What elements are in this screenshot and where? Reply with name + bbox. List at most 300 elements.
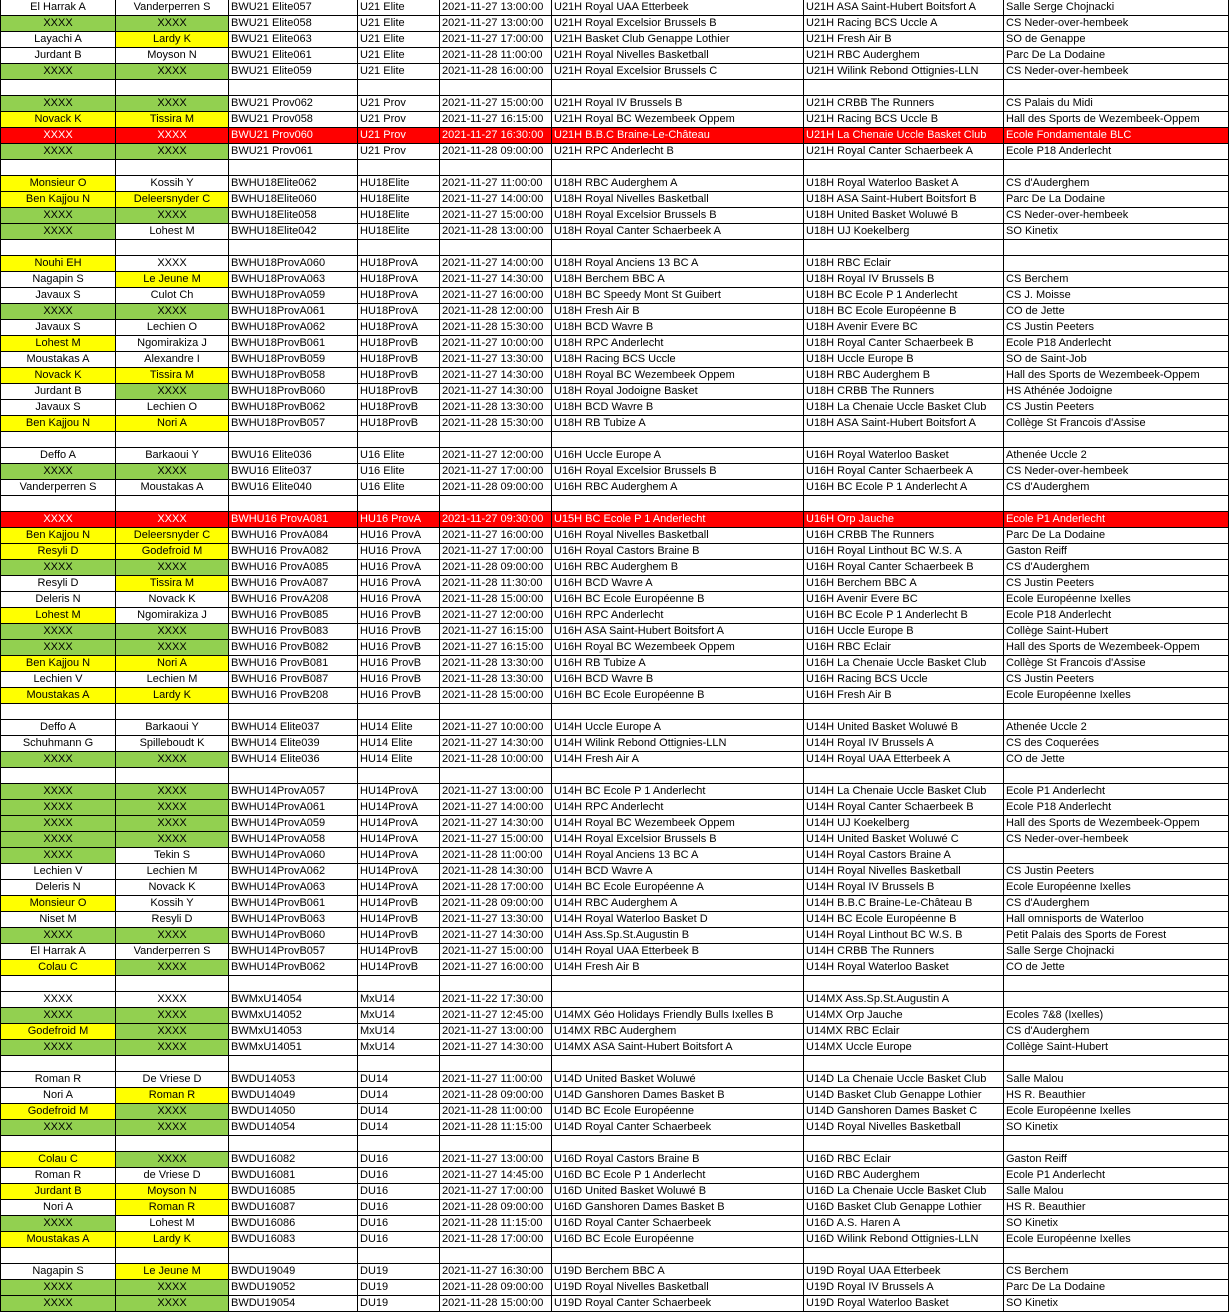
cell-referee-2[interactable]: XXXX xyxy=(116,464,229,480)
cell-datetime[interactable]: 2021-11-27 16:00:00 xyxy=(440,288,552,304)
cell-match-code[interactable]: BWHU18ProvB061 xyxy=(229,336,358,352)
cell-referee-1[interactable]: Javaux S xyxy=(0,320,116,336)
cell-referee-1[interactable]: Javaux S xyxy=(0,400,116,416)
cell-division[interactable]: HU14ProvA xyxy=(358,832,440,848)
cell-home-team[interactable]: U18H BC Speedy Mont St Guibert xyxy=(552,288,804,304)
cell-datetime[interactable]: 2021-11-27 14:30:00 xyxy=(440,272,552,288)
cell-division[interactable]: HU14ProvB xyxy=(358,928,440,944)
cell-referee-1[interactable]: Godefroid M xyxy=(0,1024,116,1040)
cell-referee-2[interactable]: Ngomirakiza J xyxy=(116,336,229,352)
cell-venue[interactable] xyxy=(1004,80,1229,96)
cell-referee-2[interactable]: XXXX xyxy=(116,208,229,224)
cell-referee-2[interactable]: De Vriese D xyxy=(116,1072,229,1088)
cell-referee-1[interactable]: XXXX xyxy=(0,1120,116,1136)
cell-venue[interactable]: HS R. Beauthier xyxy=(1004,1088,1229,1104)
cell-referee-1[interactable]: XXXX xyxy=(0,128,116,144)
cell-division[interactable]: U21 Elite xyxy=(358,64,440,80)
cell-division[interactable]: DU19 xyxy=(358,1280,440,1296)
cell-home-team[interactable]: U18H Royal Canter Schaerbeek A xyxy=(552,224,804,240)
cell-referee-1[interactable]: XXXX xyxy=(0,1216,116,1232)
cell-home-team[interactable]: U14MX RBC Auderghem xyxy=(552,1024,804,1040)
cell-away-team[interactable]: U16H Berchem BBC A xyxy=(804,576,1004,592)
cell-away-team[interactable]: U14H UJ Koekelberg xyxy=(804,816,1004,832)
cell-referee-2[interactable]: XXXX xyxy=(116,992,229,1008)
cell-referee-2[interactable] xyxy=(116,768,229,784)
cell-referee-1[interactable]: XXXX xyxy=(0,1296,116,1312)
cell-referee-2[interactable]: XXXX xyxy=(116,624,229,640)
cell-home-team[interactable]: U18H Royal Excelsior Brussels B xyxy=(552,208,804,224)
cell-referee-2[interactable]: XXXX xyxy=(116,256,229,272)
cell-division[interactable] xyxy=(358,240,440,256)
cell-away-team[interactable]: U18H RBC Auderghem B xyxy=(804,368,1004,384)
cell-venue[interactable]: Hall des Sports de Wezembeek-Oppem xyxy=(1004,112,1229,128)
cell-match-code[interactable]: BWU21 Prov060 xyxy=(229,128,358,144)
cell-division[interactable]: HU18ProvB xyxy=(358,416,440,432)
cell-venue[interactable]: Petit Palais des Sports de Forest xyxy=(1004,928,1229,944)
cell-away-team[interactable] xyxy=(804,432,1004,448)
cell-venue[interactable] xyxy=(1004,160,1229,176)
cell-division[interactable]: HU18Elite xyxy=(358,192,440,208)
cell-match-code[interactable]: BWU21 Elite061 xyxy=(229,48,358,64)
cell-referee-2[interactable]: XXXX xyxy=(116,928,229,944)
cell-home-team[interactable]: U16H BCD Wavre B xyxy=(552,672,804,688)
cell-match-code[interactable]: BWHU14 Elite037 xyxy=(229,720,358,736)
cell-datetime[interactable]: 2021-11-28 11:15:00 xyxy=(440,1120,552,1136)
cell-away-team[interactable]: U18H BC Ecole P 1 Anderlecht xyxy=(804,288,1004,304)
cell-away-team[interactable]: U16D RBC Auderghem xyxy=(804,1168,1004,1184)
cell-division[interactable]: DU16 xyxy=(358,1168,440,1184)
cell-venue[interactable]: Ecoles 7&8 (Ixelles) xyxy=(1004,1008,1229,1024)
cell-referee-2[interactable] xyxy=(116,1248,229,1264)
cell-referee-2[interactable]: Lohest M xyxy=(116,1216,229,1232)
cell-match-code[interactable]: BWHU18ProvA062 xyxy=(229,320,358,336)
cell-away-team[interactable]: U14D Royal Nivelles Basketball xyxy=(804,1120,1004,1136)
cell-datetime[interactable]: 2021-11-27 17:00:00 xyxy=(440,1184,552,1200)
cell-home-team[interactable]: U14H Royal Waterloo Basket D xyxy=(552,912,804,928)
cell-datetime[interactable] xyxy=(440,496,552,512)
cell-match-code[interactable]: BWHU18Elite042 xyxy=(229,224,358,240)
cell-datetime[interactable]: 2021-11-27 10:00:00 xyxy=(440,720,552,736)
cell-division[interactable]: DU19 xyxy=(358,1264,440,1280)
cell-referee-1[interactable]: Novack K xyxy=(0,368,116,384)
cell-venue[interactable]: CO de Jette xyxy=(1004,304,1229,320)
cell-division[interactable]: HU18ProvA xyxy=(358,272,440,288)
cell-datetime[interactable]: 2021-11-27 13:00:00 xyxy=(440,1024,552,1040)
cell-referee-2[interactable] xyxy=(116,432,229,448)
cell-referee-2[interactable] xyxy=(116,496,229,512)
cell-referee-1[interactable]: Moustakas A xyxy=(0,1232,116,1248)
cell-referee-2[interactable]: XXXX xyxy=(116,384,229,400)
cell-match-code[interactable]: BWDU14054 xyxy=(229,1120,358,1136)
cell-match-code[interactable]: BWHU16 ProvA087 xyxy=(229,576,358,592)
cell-venue[interactable]: Gaston Reiff xyxy=(1004,544,1229,560)
cell-match-code[interactable]: BWDU14050 xyxy=(229,1104,358,1120)
cell-venue[interactable]: Collège Saint-Hubert xyxy=(1004,1040,1229,1056)
cell-home-team[interactable]: U16D Royal Canter Schaerbeek xyxy=(552,1216,804,1232)
cell-home-team[interactable]: U14H BC Ecole Européenne A xyxy=(552,880,804,896)
cell-datetime[interactable]: 2021-11-27 12:45:00 xyxy=(440,1008,552,1024)
cell-division[interactable]: HU14ProvA xyxy=(358,880,440,896)
cell-datetime[interactable]: 2021-11-27 16:15:00 xyxy=(440,624,552,640)
cell-match-code[interactable]: BWHU18ProvA060 xyxy=(229,256,358,272)
cell-away-team[interactable]: U14D La Chenaie Uccle Basket Club xyxy=(804,1072,1004,1088)
cell-away-team[interactable] xyxy=(804,80,1004,96)
cell-division[interactable]: HU14ProvA xyxy=(358,800,440,816)
cell-referee-1[interactable]: Roman R xyxy=(0,1168,116,1184)
cell-away-team[interactable] xyxy=(804,160,1004,176)
cell-away-team[interactable]: U21H CRBB The Runners xyxy=(804,96,1004,112)
cell-referee-2[interactable]: Tekin S xyxy=(116,848,229,864)
cell-match-code[interactable] xyxy=(229,160,358,176)
cell-referee-1[interactable]: XXXX xyxy=(0,512,116,528)
cell-match-code[interactable]: BWHU18ProvB060 xyxy=(229,384,358,400)
cell-home-team[interactable]: U21H Royal Excelsior Brussels B xyxy=(552,16,804,32)
cell-match-code[interactable]: BWHU14ProvB061 xyxy=(229,896,358,912)
cell-match-code[interactable] xyxy=(229,240,358,256)
cell-datetime[interactable]: 2021-11-27 16:30:00 xyxy=(440,128,552,144)
cell-match-code[interactable]: BWU21 Elite057 xyxy=(229,0,358,16)
cell-referee-2[interactable] xyxy=(116,1136,229,1152)
cell-referee-1[interactable]: Jurdant B xyxy=(0,1184,116,1200)
cell-match-code[interactable] xyxy=(229,1248,358,1264)
cell-venue[interactable]: Athenée Uccle 2 xyxy=(1004,448,1229,464)
cell-away-team[interactable]: U16H BC Ecole P 1 Anderlecht A xyxy=(804,480,1004,496)
cell-referee-1[interactable]: Deffo A xyxy=(0,448,116,464)
cell-referee-2[interactable]: Lohest M xyxy=(116,224,229,240)
cell-referee-1[interactable]: Nori A xyxy=(0,1200,116,1216)
cell-division[interactable]: HU16 ProvA xyxy=(358,592,440,608)
cell-datetime[interactable]: 2021-11-27 13:30:00 xyxy=(440,912,552,928)
cell-home-team[interactable]: U14H Royal UAA Etterbeek B xyxy=(552,944,804,960)
cell-match-code[interactable]: BWHU18ProvA063 xyxy=(229,272,358,288)
cell-away-team[interactable]: U18H Uccle Europe B xyxy=(804,352,1004,368)
cell-datetime[interactable]: 2021-11-27 14:30:00 xyxy=(440,736,552,752)
cell-venue[interactable]: SO de Saint-Job xyxy=(1004,352,1229,368)
cell-division[interactable] xyxy=(358,768,440,784)
cell-referee-1[interactable]: XXXX xyxy=(0,1280,116,1296)
cell-venue[interactable]: Parc De La Dodaine xyxy=(1004,1280,1229,1296)
cell-referee-1[interactable]: Nagapin S xyxy=(0,272,116,288)
cell-home-team[interactable]: U16H BCD Wavre A xyxy=(552,576,804,592)
cell-venue[interactable]: Salle Serge Chojnacki xyxy=(1004,0,1229,16)
cell-division[interactable]: HU18ProvB xyxy=(358,336,440,352)
cell-match-code[interactable]: BWHU16 ProvA081 xyxy=(229,512,358,528)
cell-away-team[interactable]: U14MX Ass.Sp.St.Augustin A xyxy=(804,992,1004,1008)
cell-venue[interactable]: Ecole P18 Anderlecht xyxy=(1004,800,1229,816)
cell-datetime[interactable]: 2021-11-27 11:00:00 xyxy=(440,176,552,192)
cell-division[interactable]: HU14ProvA xyxy=(358,864,440,880)
cell-venue[interactable]: SO Kinetix xyxy=(1004,224,1229,240)
cell-venue[interactable]: Hall des Sports de Wezembeek-Oppem xyxy=(1004,640,1229,656)
cell-referee-1[interactable]: Javaux S xyxy=(0,288,116,304)
cell-match-code[interactable]: BWDU16085 xyxy=(229,1184,358,1200)
cell-division[interactable]: HU18ProvB xyxy=(358,352,440,368)
cell-venue[interactable]: Parc De La Dodaine xyxy=(1004,192,1229,208)
cell-venue[interactable] xyxy=(1004,496,1229,512)
cell-venue[interactable]: Ecole P18 Anderlecht xyxy=(1004,608,1229,624)
cell-away-team[interactable] xyxy=(804,976,1004,992)
cell-match-code[interactable]: BWHU14ProvB062 xyxy=(229,960,358,976)
cell-away-team[interactable] xyxy=(804,768,1004,784)
cell-referee-1[interactable]: Vanderperren S xyxy=(0,480,116,496)
cell-referee-2[interactable] xyxy=(116,160,229,176)
cell-referee-2[interactable]: XXXX xyxy=(116,1024,229,1040)
cell-referee-2[interactable]: XXXX xyxy=(116,16,229,32)
cell-division[interactable]: HU18ProvB xyxy=(358,400,440,416)
cell-venue[interactable]: CS Neder-over-hembeek xyxy=(1004,208,1229,224)
cell-away-team[interactable]: U16H RBC Eclair xyxy=(804,640,1004,656)
cell-home-team[interactable]: U16H Royal Nivelles Basketball xyxy=(552,528,804,544)
cell-datetime[interactable] xyxy=(440,976,552,992)
cell-home-team[interactable]: U19D Berchem BBC A xyxy=(552,1264,804,1280)
cell-match-code[interactable]: BWDU19052 xyxy=(229,1280,358,1296)
cell-match-code[interactable] xyxy=(229,80,358,96)
cell-referee-1[interactable]: Roman R xyxy=(0,1072,116,1088)
cell-referee-2[interactable]: Vanderperren S xyxy=(116,0,229,16)
cell-away-team[interactable]: U14H La Chenaie Uccle Basket Club xyxy=(804,784,1004,800)
cell-match-code[interactable]: BWU16 Elite037 xyxy=(229,464,358,480)
cell-venue[interactable]: Ecole Européenne Ixelles xyxy=(1004,688,1229,704)
cell-datetime[interactable]: 2021-11-27 13:00:00 xyxy=(440,0,552,16)
cell-away-team[interactable]: U14H United Basket Woluwé C xyxy=(804,832,1004,848)
cell-datetime[interactable]: 2021-11-27 12:00:00 xyxy=(440,448,552,464)
cell-match-code[interactable]: BWDU19049 xyxy=(229,1264,358,1280)
cell-division[interactable]: HU16 ProvA xyxy=(358,560,440,576)
cell-venue[interactable]: CS d'Auderghem xyxy=(1004,1024,1229,1040)
cell-referee-1[interactable]: Godefroid M xyxy=(0,1104,116,1120)
cell-match-code[interactable]: BWHU14ProvA057 xyxy=(229,784,358,800)
cell-away-team[interactable]: U16D Wilink Rebond Ottignies-LLN xyxy=(804,1232,1004,1248)
cell-match-code[interactable]: BWHU16 ProvB208 xyxy=(229,688,358,704)
cell-division[interactable] xyxy=(358,1136,440,1152)
cell-match-code[interactable]: BWHU14ProvA063 xyxy=(229,880,358,896)
cell-referee-2[interactable]: XXXX xyxy=(116,144,229,160)
cell-division[interactable]: DU16 xyxy=(358,1184,440,1200)
cell-division[interactable]: HU16 ProvB xyxy=(358,656,440,672)
cell-match-code[interactable]: BWU21 Elite063 xyxy=(229,32,358,48)
cell-home-team[interactable] xyxy=(552,496,804,512)
cell-match-code[interactable]: BWU21 Elite058 xyxy=(229,16,358,32)
cell-away-team[interactable]: U18H RBC Eclair xyxy=(804,256,1004,272)
cell-division[interactable]: HU14ProvA xyxy=(358,816,440,832)
cell-match-code[interactable]: BWHU18ProvB057 xyxy=(229,416,358,432)
cell-referee-1[interactable]: Colau C xyxy=(0,960,116,976)
cell-datetime[interactable]: 2021-11-28 09:00:00 xyxy=(440,480,552,496)
cell-referee-1[interactable]: Ben Kajjou N xyxy=(0,656,116,672)
cell-match-code[interactable]: BWHU14ProvA062 xyxy=(229,864,358,880)
cell-match-code[interactable] xyxy=(229,1136,358,1152)
cell-away-team[interactable]: U21H Fresh Air B xyxy=(804,32,1004,48)
cell-match-code[interactable] xyxy=(229,496,358,512)
cell-home-team[interactable]: U18H Royal Nivelles Basketball xyxy=(552,192,804,208)
cell-home-team[interactable]: U18H Royal BC Wezembeek Oppem xyxy=(552,368,804,384)
cell-venue[interactable]: Ecole Européenne Ixelles xyxy=(1004,1232,1229,1248)
cell-venue[interactable]: Athenée Uccle 2 xyxy=(1004,720,1229,736)
cell-home-team[interactable]: U14H Ass.Sp.St.Augustin B xyxy=(552,928,804,944)
cell-division[interactable]: HU18Elite xyxy=(358,224,440,240)
cell-division[interactable] xyxy=(358,432,440,448)
cell-referee-1[interactable]: XXXX xyxy=(0,752,116,768)
cell-referee-2[interactable]: Nori A xyxy=(116,416,229,432)
cell-away-team[interactable]: U18H ASA Saint-Hubert Boitsfort B xyxy=(804,192,1004,208)
cell-home-team[interactable] xyxy=(552,160,804,176)
cell-division[interactable]: HU16 ProvA xyxy=(358,544,440,560)
cell-division[interactable]: HU18ProvB xyxy=(358,384,440,400)
cell-venue[interactable]: Ecole P1 Anderlecht xyxy=(1004,1168,1229,1184)
cell-referee-1[interactable]: Colau C xyxy=(0,1152,116,1168)
cell-division[interactable]: DU16 xyxy=(358,1152,440,1168)
cell-datetime[interactable]: 2021-11-27 17:00:00 xyxy=(440,32,552,48)
cell-venue[interactable]: HS Athénée Jodoigne xyxy=(1004,384,1229,400)
cell-match-code[interactable]: BWHU14ProvB057 xyxy=(229,944,358,960)
cell-home-team[interactable]: U21H Royal UAA Etterbeek xyxy=(552,0,804,16)
cell-home-team[interactable]: U14H RBC Auderghem A xyxy=(552,896,804,912)
cell-referee-1[interactable]: XXXX xyxy=(0,1040,116,1056)
cell-referee-2[interactable]: Lechien O xyxy=(116,320,229,336)
cell-away-team[interactable]: U14H BC Ecole Européenne B xyxy=(804,912,1004,928)
cell-home-team[interactable]: U16D Royal Castors Braine B xyxy=(552,1152,804,1168)
cell-away-team[interactable]: U19D Royal UAA Etterbeek xyxy=(804,1264,1004,1280)
cell-datetime[interactable] xyxy=(440,240,552,256)
cell-match-code[interactable]: BWHU18ProvA061 xyxy=(229,304,358,320)
cell-referee-2[interactable]: Moyson N xyxy=(116,48,229,64)
cell-datetime[interactable]: 2021-11-28 14:30:00 xyxy=(440,864,552,880)
cell-division[interactable]: U21 Prov xyxy=(358,128,440,144)
cell-home-team[interactable]: U18H Fresh Air B xyxy=(552,304,804,320)
cell-home-team[interactable]: U21H Basket Club Genappe Lothier xyxy=(552,32,804,48)
cell-datetime[interactable]: 2021-11-28 09:00:00 xyxy=(440,1200,552,1216)
cell-division[interactable]: HU18ProvA xyxy=(358,304,440,320)
cell-match-code[interactable]: BWDU16081 xyxy=(229,1168,358,1184)
cell-venue[interactable]: CS Justin Peeters xyxy=(1004,320,1229,336)
cell-datetime[interactable]: 2021-11-27 14:45:00 xyxy=(440,1168,552,1184)
cell-division[interactable]: HU16 ProvB xyxy=(358,688,440,704)
cell-home-team[interactable]: U19D Royal Canter Schaerbeek xyxy=(552,1296,804,1312)
cell-away-team[interactable]: U18H Royal Canter Schaerbeek B xyxy=(804,336,1004,352)
cell-away-team[interactable] xyxy=(804,704,1004,720)
cell-venue[interactable]: CS Justin Peeters xyxy=(1004,400,1229,416)
cell-venue[interactable]: SO de Genappe xyxy=(1004,32,1229,48)
cell-datetime[interactable]: 2021-11-22 17:30:00 xyxy=(440,992,552,1008)
cell-match-code[interactable] xyxy=(229,976,358,992)
cell-match-code[interactable]: BWHU18Elite060 xyxy=(229,192,358,208)
cell-away-team[interactable]: U14H Royal Canter Schaerbeek B xyxy=(804,800,1004,816)
cell-venue[interactable]: Parc De La Dodaine xyxy=(1004,528,1229,544)
cell-venue[interactable]: CS Justin Peeters xyxy=(1004,672,1229,688)
cell-referee-1[interactable]: XXXX xyxy=(0,560,116,576)
cell-home-team[interactable]: U16D BC Ecole P 1 Anderlecht xyxy=(552,1168,804,1184)
cell-away-team[interactable]: U14H B.B.C Braine-Le-Château B xyxy=(804,896,1004,912)
cell-referee-2[interactable]: XXXX xyxy=(116,960,229,976)
cell-datetime[interactable]: 2021-11-28 11:30:00 xyxy=(440,576,552,592)
cell-home-team[interactable] xyxy=(552,976,804,992)
cell-away-team[interactable]: U14D Basket Club Genappe Lothier xyxy=(804,1088,1004,1104)
cell-venue[interactable]: CS Berchem xyxy=(1004,272,1229,288)
cell-match-code[interactable]: BWHU14ProvA058 xyxy=(229,832,358,848)
cell-referee-2[interactable]: Godefroid M xyxy=(116,544,229,560)
cell-away-team[interactable] xyxy=(804,1248,1004,1264)
cell-division[interactable]: DU14 xyxy=(358,1072,440,1088)
cell-away-team[interactable]: U16H Royal Canter Schaerbeek B xyxy=(804,560,1004,576)
cell-home-team[interactable]: U18H RB Tubize A xyxy=(552,416,804,432)
cell-referee-2[interactable]: Nori A xyxy=(116,656,229,672)
cell-venue[interactable]: CS Neder-over-hembeek xyxy=(1004,832,1229,848)
cell-home-team[interactable] xyxy=(552,992,804,1008)
cell-match-code[interactable]: BWHU14ProvA059 xyxy=(229,816,358,832)
cell-away-team[interactable]: U16H Fresh Air B xyxy=(804,688,1004,704)
cell-datetime[interactable]: 2021-11-28 17:00:00 xyxy=(440,880,552,896)
cell-away-team[interactable]: U16H La Chenaie Uccle Basket Club xyxy=(804,656,1004,672)
cell-away-team[interactable] xyxy=(804,1056,1004,1072)
cell-referee-1[interactable]: Lohest M xyxy=(0,336,116,352)
cell-referee-1[interactable]: Moustakas A xyxy=(0,352,116,368)
cell-venue[interactable]: CS d'Auderghem xyxy=(1004,896,1229,912)
cell-datetime[interactable]: 2021-11-27 13:00:00 xyxy=(440,1152,552,1168)
cell-match-code[interactable]: BWMxU14053 xyxy=(229,1024,358,1040)
cell-match-code[interactable]: BWHU18Elite058 xyxy=(229,208,358,224)
cell-away-team[interactable]: U21H RBC Auderghem xyxy=(804,48,1004,64)
cell-away-team[interactable]: U21H Royal Canter Schaerbeek A xyxy=(804,144,1004,160)
cell-away-team[interactable]: U14H Royal IV Brussels A xyxy=(804,736,1004,752)
cell-away-team[interactable]: U21H Wilink Rebond Ottignies-LLN xyxy=(804,64,1004,80)
cell-datetime[interactable]: 2021-11-27 14:00:00 xyxy=(440,256,552,272)
cell-match-code[interactable]: BWHU14ProvB063 xyxy=(229,912,358,928)
cell-division[interactable]: HU18ProvA xyxy=(358,256,440,272)
cell-referee-1[interactable]: XXXX xyxy=(0,624,116,640)
cell-referee-1[interactable]: Nouhi EH xyxy=(0,256,116,272)
cell-referee-1[interactable]: Jurdant B xyxy=(0,48,116,64)
cell-home-team[interactable]: U14D United Basket Woluwé xyxy=(552,1072,804,1088)
cell-match-code[interactable]: BWDU16086 xyxy=(229,1216,358,1232)
cell-datetime[interactable]: 2021-11-28 13:30:00 xyxy=(440,672,552,688)
cell-division[interactable]: DU16 xyxy=(358,1216,440,1232)
cell-referee-2[interactable]: de Vriese D xyxy=(116,1168,229,1184)
cell-datetime[interactable]: 2021-11-27 14:30:00 xyxy=(440,1040,552,1056)
cell-venue[interactable]: Ecole Fondamentale BLC xyxy=(1004,128,1229,144)
cell-home-team[interactable]: U14D Ganshoren Dames Basket B xyxy=(552,1088,804,1104)
cell-division[interactable]: HU14 Elite xyxy=(358,720,440,736)
cell-referee-2[interactable]: Lardy K xyxy=(116,32,229,48)
cell-match-code[interactable]: BWHU16 ProvA084 xyxy=(229,528,358,544)
cell-referee-1[interactable]: XXXX xyxy=(0,800,116,816)
cell-division[interactable]: U21 Elite xyxy=(358,48,440,64)
cell-referee-2[interactable]: Moyson N xyxy=(116,1184,229,1200)
cell-match-code[interactable]: BWU21 Prov058 xyxy=(229,112,358,128)
cell-datetime[interactable]: 2021-11-28 10:00:00 xyxy=(440,752,552,768)
cell-match-code[interactable]: BWDU19054 xyxy=(229,1296,358,1312)
cell-home-team[interactable]: U16H RBC Auderghem B xyxy=(552,560,804,576)
cell-venue[interactable]: Ecole P1 Anderlecht xyxy=(1004,784,1229,800)
cell-datetime[interactable] xyxy=(440,1248,552,1264)
cell-division[interactable]: DU16 xyxy=(358,1232,440,1248)
cell-away-team[interactable]: U16H Royal Canter Schaerbeek A xyxy=(804,464,1004,480)
cell-venue[interactable]: Salle Malou xyxy=(1004,1184,1229,1200)
cell-referee-1[interactable] xyxy=(0,80,116,96)
cell-match-code[interactable]: BWMxU14052 xyxy=(229,1008,358,1024)
cell-away-team[interactable]: U16H Uccle Europe B xyxy=(804,624,1004,640)
cell-away-team[interactable]: U16H BC Ecole P 1 Anderlecht B xyxy=(804,608,1004,624)
cell-home-team[interactable]: U14D BC Ecole Européenne xyxy=(552,1104,804,1120)
cell-away-team[interactable] xyxy=(804,1136,1004,1152)
cell-division[interactable]: DU14 xyxy=(358,1104,440,1120)
cell-venue[interactable]: CS Palais du Midi xyxy=(1004,96,1229,112)
cell-referee-1[interactable]: Niset M xyxy=(0,912,116,928)
cell-referee-1[interactable] xyxy=(0,1248,116,1264)
cell-referee-2[interactable]: Kossih Y xyxy=(116,896,229,912)
cell-division[interactable]: HU16 ProvB xyxy=(358,608,440,624)
cell-referee-1[interactable] xyxy=(0,1056,116,1072)
cell-match-code[interactable]: BWHU14 Elite039 xyxy=(229,736,358,752)
